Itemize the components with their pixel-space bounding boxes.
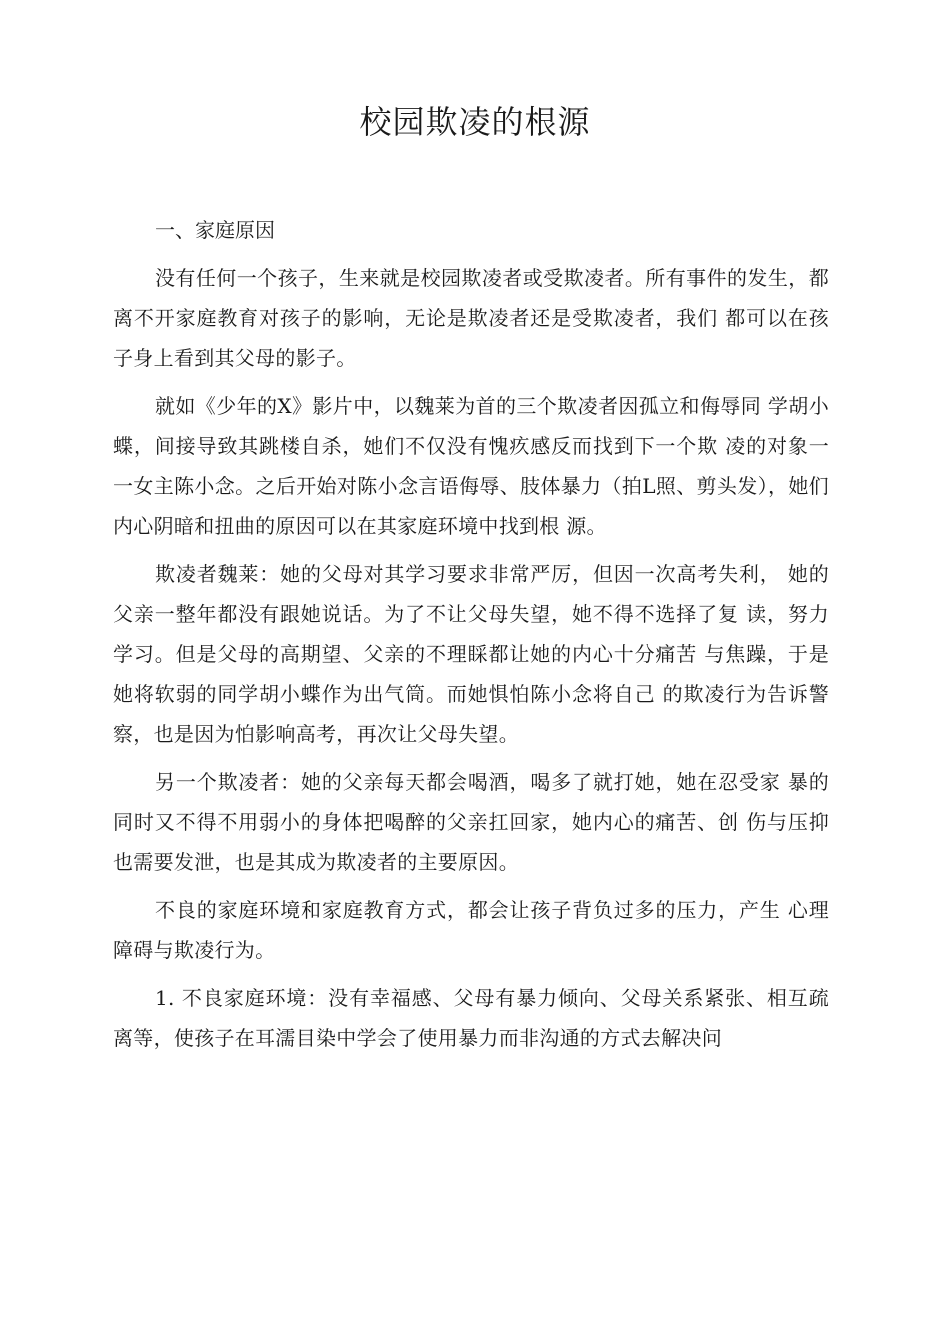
paragraph-3: 欺凌者魏莱：她的父母对其学习要求非常严厉，但因一次高考失利， 她的父亲一整年都没有跟她说话。为了不让父母失望，她不得不选择了复 读，努力学习。但是父母的高期望、父亲的不理睬都让她的内心十分痛苦 与焦躁，于是她将软弱的同学胡小蝶作为出气筒。而她惧怕陈小念将自己 的欺凌行为告诉警察，也是因为怕影响高考，再次让父母失望。	[113, 562, 829, 746]
paragraph-2: 就如《少年的X》影片中，以魏莱为首的三个欺凌者因孤立和侮辱同 学胡小蝶，间接导致其跳楼自杀，她们不仅没有愧疚感反而找到下一个欺 凌的对象一一女主陈小念。之后开始对陈小念言语侮辱、肢体暴力（拍L照、剪头发），她们内心阴暗和扭曲的原因可以在其家庭环境中找到根 源。	[113, 394, 829, 538]
document-body	[113, 210, 829, 1066]
section-heading: 一、家庭原因	[155, 218, 275, 242]
document-title: 校园欺凌的根源	[359, 103, 591, 141]
paragraph-5: 不良的家庭环境和家庭教育方式，都会让孩子背负过多的压力，产生 心理障碍与欺凌行为。	[113, 898, 829, 962]
paragraph-4: 另一个欺凌者：她的父亲每天都会喝酒，喝多了就打她，她在忍受家 暴的同时又不得不用弱小的身体把喝醉的父亲扛回家，她内心的痛苦、创 伤与压抑也需要发泄，也是其成为欺凌者的主要原因。	[113, 770, 829, 874]
paragraph-1: 没有任何一个孩子，生来就是校园欺凌者或受欺凌者。所有事件的发生，都离不开家庭教育对孩子的影响，无论是欺凌者还是受欺凌者，我们 都可以在孩子身上看到其父母的影子。	[113, 266, 829, 370]
paragraph-6: 1. 不良家庭环境：没有幸福感、父母有暴力倾向、父母关系紧张、相互疏离等，使孩子在耳濡目染中学会了使用暴力而非沟通的方式去解决问	[113, 986, 829, 1050]
